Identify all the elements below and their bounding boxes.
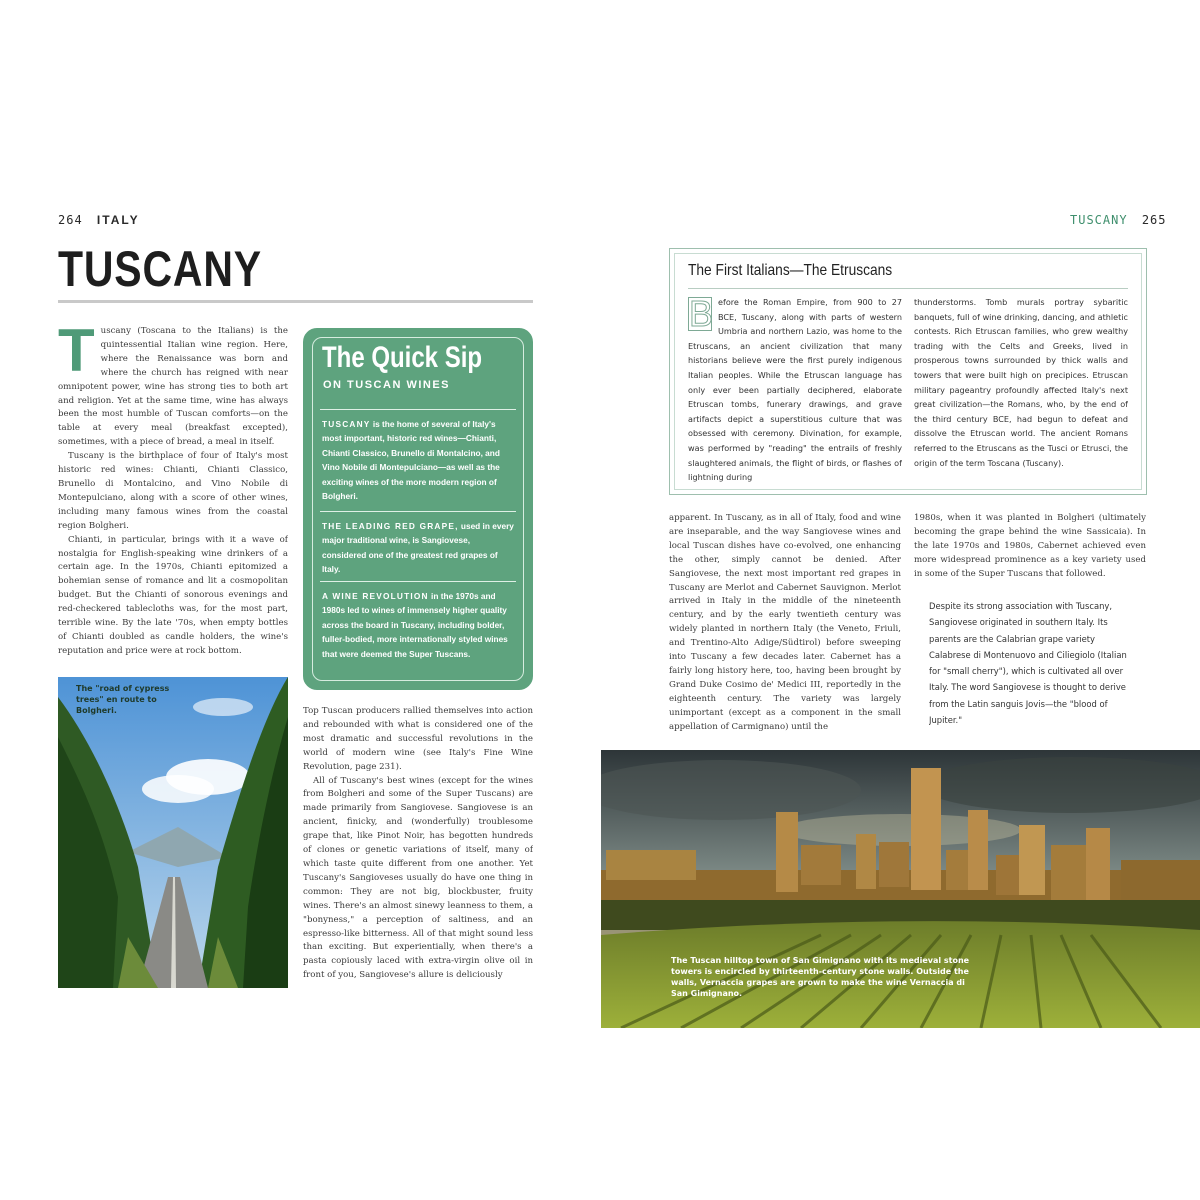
item-text: in the 1970s and 1980s led to wines of immensely higher quality across the board in Tuscany, including bolder, fuller-bodied, more internationally styled wines that were deemed the Super Tuscans.	[322, 591, 508, 659]
section-label-right: TUSCANY	[1070, 213, 1128, 227]
quick-sip-subtitle: ON TUSCAN WINES	[323, 379, 450, 391]
right-column-1	[669, 512, 901, 736]
paragraph: 1980s, when it was planted in Bolgheri (ultimately becoming the grape behind the wine Sassicaia). In the late 1970s and 1980s, Cabernet achieved even more widespread prominence as a key variety used in some of the Super Tuscans that followed.	[914, 513, 1146, 579]
quick-sip-box	[303, 328, 533, 690]
right-column-2	[914, 512, 1146, 582]
item-lead: THE LEADING RED GRAPE,	[322, 521, 459, 531]
sidebar-text: efore the Roman Empire, from 900 to 27 BCE, Tuscany, along with parts of western Umbria and northern Lazio, was home to the Etruscans, an ancient civilization that many historians believe were the first purely indigenous Italian peoples. While the Etruscan language has only ever been partially deciphered, elaborate Etruscan tombs, funerary drawings, and grave artifacts depict a superstitious culture that was obsessed with ceremony. Divination, for example, was performed by "reading" the entrails of freshly slaughtered animals, the flight of birds, or flashes of lightning during	[688, 297, 902, 483]
sidebar-column-2	[914, 295, 1128, 485]
quick-sip-item	[322, 519, 516, 577]
paragraph: All of Tuscany's best wines (except for the wines from Bolgheri and some of the Super Tuscans) are made primarily from Sangiovese. Sangiovese is an ancient, finicky, and (wonderfully) troublesome grape that, like Pinot Noir, has begotten hundreds of clones or genetic variations of itself, many of which taste quite different from one another. Yet Tuscany's Sangioveses usually do have one thing in common: They are not big, blockbuster, fruity wines. There's an almost sinewy leanness to them, a "bonyness," a perception of saltiness, and an espresso-like bitterness. All of that might sound less than exciting. But experientially, when there's a pasta copiously laced with extra-virgin olive oil in front of you, Sangiovese's allure is deliciously	[303, 775, 533, 981]
paragraph: apparent. In Tuscany, as in all of Italy, food and wine are inseparable, and the way Sangiovese wines and local Tuscan dishes have co-evolved, one enhancing the other, simply cannot be denied. After Sangiovese, the next most important red grapes in Tuscany are Merlot and Cabernet Sauvignon. Merlot arrived in Italy in the middle of the nineteenth century, and by the early twentieth century was widely planted in northern Italy (the Veneto, Friuli, and Trentino-Alto Adige/Südtirol) before sweeping into Tuscany a few decades later. Cabernet has a fairly long history here, too, having been brought by Grand Duke Cosimo de' Medici III, reportedly in the eighteenth century. The variety was largely unimportant (except as a component in the small appellation of Carmignano) until the	[669, 513, 901, 732]
quick-sip-item	[322, 417, 516, 503]
paragraph: uscany (Toscana to the Italians) is the quintessential Italian wine region. Here, where the Renaissance was born and where the church has reigned with near omnipotent power, wine has strong ties to both art and religion. Yet at the same time, wine has always been the most humble of Tuscan comforts—on the table at every meal (breakfast excepted), sometimes, with a piece of bread, a meal in itself.	[58, 326, 288, 448]
intro-column	[58, 325, 288, 665]
page-number-left: 264	[58, 213, 83, 227]
paragraph: Chianti, in particular, brings with it a wave of nostalgia for English-speaking wine drinkers of a certain age. In the 1970s, Chianti epitomized a bohemian sense of romance and lit a cosmopolitan budget. But the Chianti of sonorous evenings and red-checkered tablecloths was, for the most part, terrible wine. By the late '70s, when empty bottles of Chianti doubled as candle holders, the wine's reputation and price were at rock bottom.	[58, 534, 288, 656]
title-rule	[58, 300, 533, 303]
pull-quote: Despite its strong association with Tuscany, Sangiovese originated in southern Italy. Its parents are the Calabrian grape variety Calabrese di Montenuovo and Ciliegiolo (Italian for "small cherry"), which is cultivated all over Italy. The word Sangiovese is thought to derive from the Latin sanguis Jovis—the "blood of Jupiter."	[929, 601, 1127, 726]
sidebar-column-1	[688, 295, 902, 485]
cypress-road-illustration	[58, 677, 288, 988]
continued-column	[303, 705, 533, 987]
right-folio	[1070, 213, 1167, 227]
item-text: is the home of several of Italy's most important, historic red wines—Chianti, Chianti Classico, Brunello di Montalcino, and Vino Nobile di Montepulciano—as well as the exciting wines of the more modern region of Bolgheri.	[322, 419, 500, 502]
item-lead: A WINE REVOLUTION	[322, 591, 429, 601]
sidebar-title: The First Italians—The Etruscans	[688, 262, 893, 279]
san-gimignano-photo	[601, 750, 1200, 1028]
paragraph: Top Tuscan producers rallied themselves into action and rebounded with what is considered one of the most dramatic and successful revolutions in the world of modern wine (see Italy's Fine Wine Revolution, page 231).	[303, 706, 533, 772]
divider	[320, 409, 516, 410]
cypress-road-photo	[58, 677, 288, 988]
page-number-right: 265	[1141, 213, 1167, 227]
photo-caption: The "road of cypress trees" en route to Bolgheri.	[76, 684, 170, 715]
paragraph: Tuscany is the birthplace of four of Italy's most historic red wines: Chianti, Chianti Classico, Brunello di Montalcino, and Vino Nobile di Montepulciano, along with a score of other wines, including many famous wines from the coastal region Bolgheri.	[58, 451, 288, 531]
drop-cap: T	[58, 325, 95, 384]
etruscans-sidebar	[669, 248, 1147, 495]
left-folio	[58, 213, 140, 227]
sidebar-rule	[688, 288, 1128, 289]
photo-caption: The Tuscan hilltop town of San Gimignano with its medieval stone towers is encircled by thirteenth-century stone walls. Outside the walls, Vernaccia grapes are grown to make the wine Vernaccia di San Gimignano.	[671, 956, 970, 998]
item-lead: TUSCANY	[322, 419, 371, 429]
section-label-left: ITALY	[96, 213, 140, 227]
divider	[320, 581, 516, 582]
quick-sip-title: The Quick Sip	[322, 341, 483, 374]
page-title: TUSCANY	[58, 241, 262, 297]
sidebar-text: thunderstorms. Tomb murals portray sybaritic banquets, full of wine drinking, dancing, and athletic contests. Rich Etruscan families, who grew wealthy trading with the Celts and Greeks, lived in prosperous towns surrounded by thick walls and towers that were built high on precipices. Etruscan military pageantry profoundly affected Italy's next great civilization—the Romans, who, by the end of the third century BCE, had begun to defeat and dissolve the Etruscan world. The ancient Romans referred to the Etruscans as the Tusci or Etrusci, the origin of the term Toscana (Tuscany).	[914, 297, 1128, 468]
item-text: used in every major traditional wine, is Sangiovese, considered one of the greatest red grapes of Italy.	[322, 521, 514, 575]
divider	[320, 511, 516, 512]
quick-sip-item	[322, 589, 516, 661]
sidebar-drop-cap: B	[689, 295, 714, 334]
